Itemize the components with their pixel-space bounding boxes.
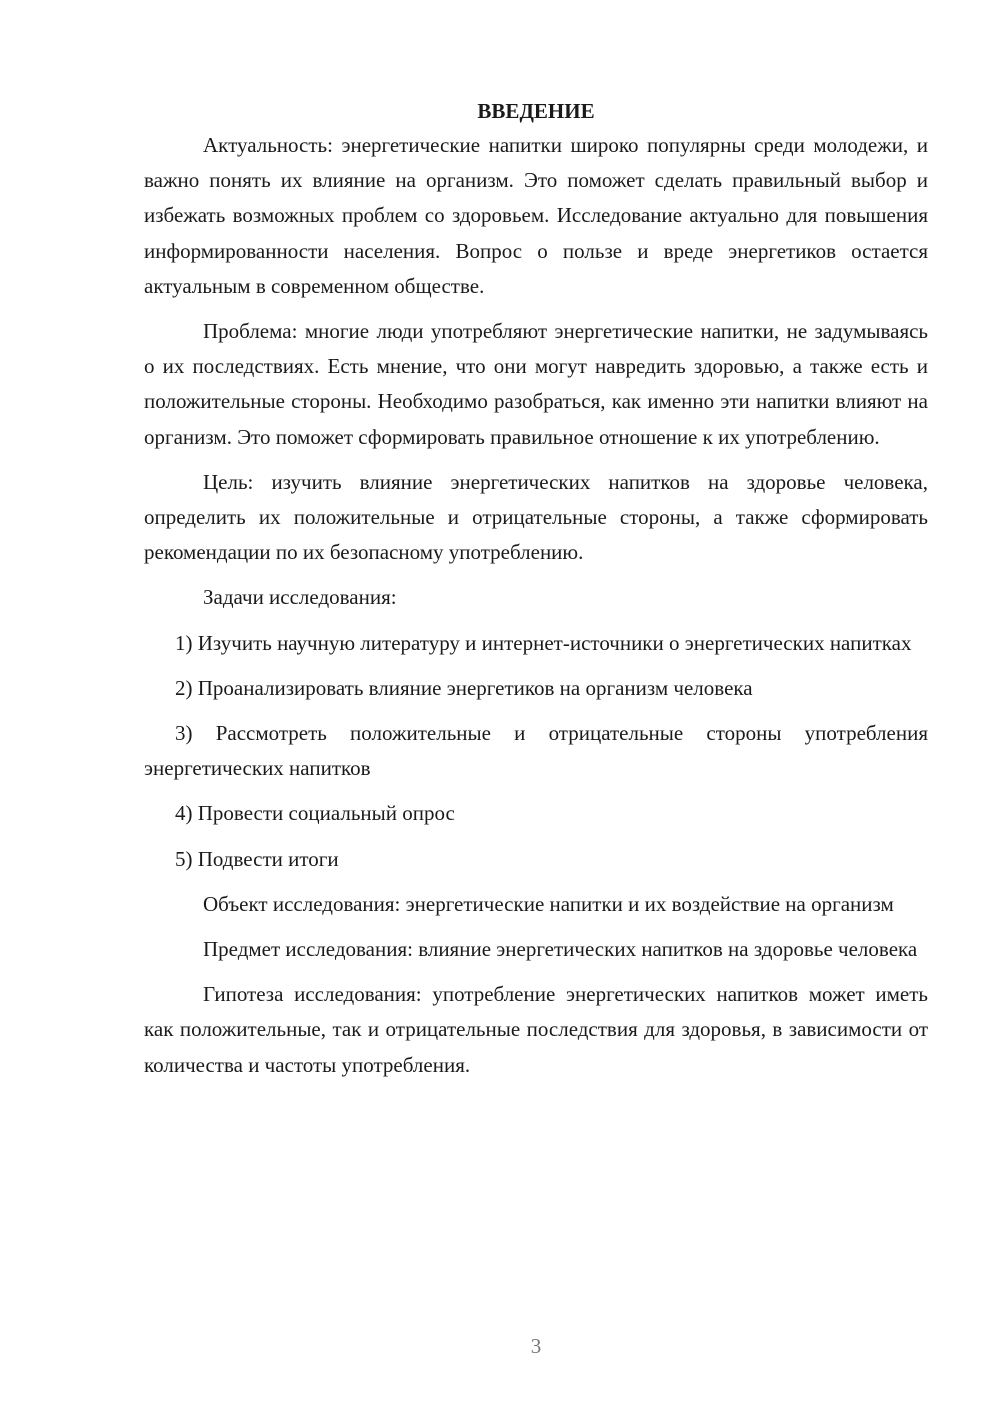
paragraph-goal: Цель: изучить влияние энергетических напитков на здоровье человека, определить их положительные и отрицательные стороны, а также сформировать рекомендации по их безопасному употреблению. xyxy=(144,469,928,565)
task-item-3: 3) Рассмотреть положительные и отрицательные стороны употребления энергетических напитков xyxy=(144,721,928,781)
paragraph-spacer xyxy=(144,877,928,887)
paragraph-relevance: Актуальность: энергетические напитки широко популярны среди молодежи, и важно понять их влияние на организм. Это поможет сделать правильный выбор и избежать возможных проблем со здоровьем. Исследование актуально для повышения информированности населения. Вопрос о пользе и вреде энергетиков остается актуальным в современном обществе. xyxy=(144,133,928,298)
page-title: ВВЕДЕНИЕ xyxy=(477,99,595,123)
paragraph-subject: Предмет исследования: влияние энергетических напитков на здоровье человека xyxy=(203,937,918,962)
paragraph-spacer xyxy=(144,616,928,626)
page-number: 3 xyxy=(530,1334,542,1358)
paragraph-spacer xyxy=(144,967,928,977)
paragraph-problem: Проблема: многие люди употребляют энергетические напитки, не задумываясь о их последствиях. Есть мнение, что они могут навредить здоровью, а также есть и положительные стороны. Необходимо разобраться, как именно эти напитки влияют на организм. Это поможет сформировать правильное отношение к их употреблению. xyxy=(144,319,928,449)
paragraph-spacer xyxy=(144,304,928,314)
paragraph-spacer xyxy=(144,786,928,796)
paragraph-spacer xyxy=(144,922,928,932)
paragraph-spacer xyxy=(144,832,928,842)
paragraph-spacer xyxy=(144,570,928,580)
tasks-heading: Задачи исследования: xyxy=(203,585,397,610)
paragraph-spacer xyxy=(144,455,928,465)
paragraph-object: Объект исследования: энергетические напитки и их воздействие на организм xyxy=(203,891,894,916)
paragraph-spacer xyxy=(144,661,928,671)
page-content xyxy=(144,94,928,1083)
paragraph-hypothesis: Гипотеза исследования: употребление энергетических напитков может иметь как положительные, так и отрицательные последствия для здоровья, в зависимости от количества и частоты употребления. xyxy=(144,982,928,1077)
task-item-2: 2) Проанализировать влияние энергетиков на организм человека xyxy=(175,675,753,700)
task-item-1: 1) Изучить научную литературу и интернет-источники о энергетических напитках xyxy=(175,630,912,655)
task-item-5: 5) Подвести итоги xyxy=(175,846,339,871)
paragraph-spacer xyxy=(144,706,928,716)
task-item-4: 4) Провести социальный опрос xyxy=(175,801,455,826)
